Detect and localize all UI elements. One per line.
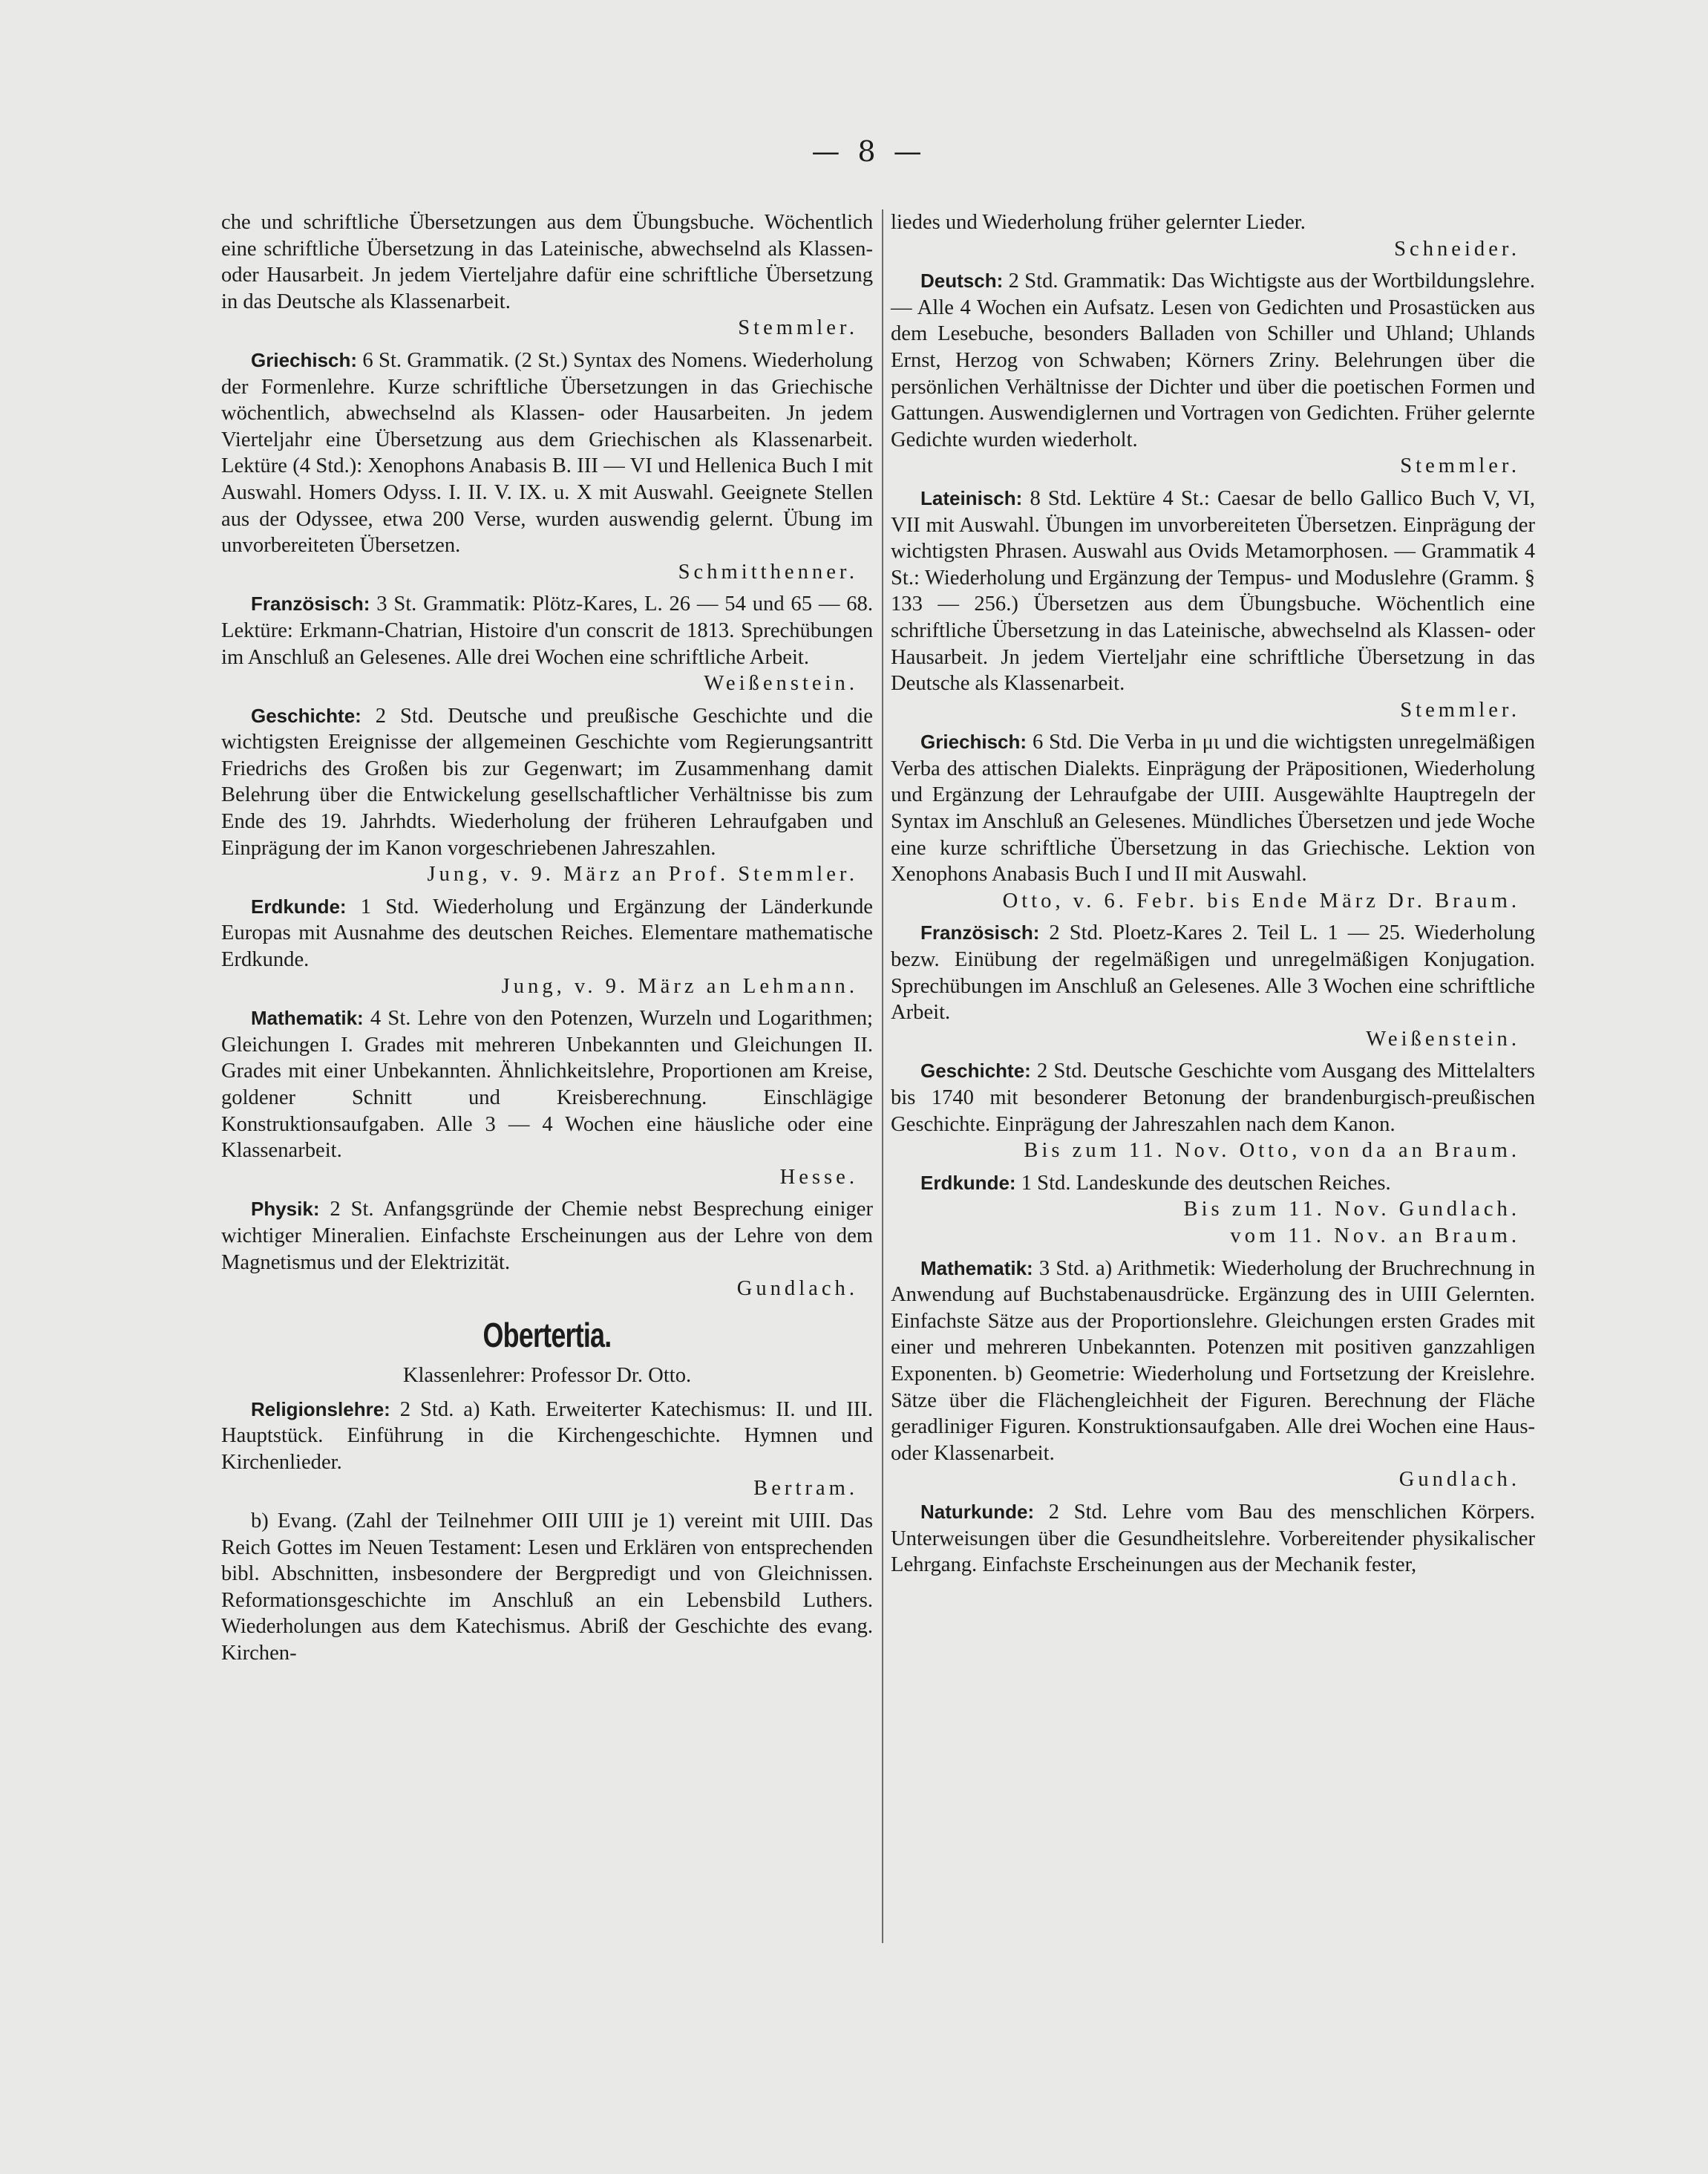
signature: Stemmler. (1400, 698, 1520, 722)
subject-heading: Erdkunde: (251, 895, 347, 918)
signature: Gundlach. (1398, 1468, 1520, 1492)
signature: Bertram. (753, 1477, 858, 1501)
subject-religionslehre: Religionslehre: 2 Std. a) Kath. Erweiterter Katechismus: II. und III. Hauptstück. Einführung in die Kirchengeschichte. Hymnen und Kirchenlieder. Bertram. (221, 1397, 873, 1502)
signature: Hesse. (779, 1165, 858, 1189)
signature: Weißenstein. (1366, 1027, 1520, 1051)
subject-lateinisch: Lateinisch: 8 Std. Lektüre 4 St.: Caesar de bello Gallico Buch V, VI, VII mit Auswahl. Übungen im unvorbereiteten Übersetzen. Einprägung der wichtigsten Phrasen. Auswahl aus Ovids Metamorphosen. — Grammatik 4 St.: Wiederholung und Ergänzung der Tempus- und Moduslehre (Gramm. § 133 — 256.) Übersetzen aus dem Übungsbuche. Wöchentlich eine schriftliche Übersetzung in das Lateinische, abwechselnd als Klassen- oder Hausarbeit. Jn jedem Vierteljahr eine schriftliche Übersetzung in das Deutsche als Klassenarbeit. Stemmler. (891, 486, 1535, 723)
subject-heading: Religionslehre: (251, 1397, 390, 1420)
subject-geschichte: Geschichte: 2 Std. Deutsche Geschichte vom Ausgang des Mittelalters bis 1740 mit besonderer Betonung der brandenburgisch-preußischen Geschichte. Einprägung der Jahreszahlen nach dem Kanon. Bis zum 11. Nov. Otto, von da an Braum. (891, 1058, 1535, 1163)
subject-heading: Naturkunde: (920, 1500, 1035, 1523)
paragraph: che und schriftliche Übersetzungen aus dem Übungsbuche. Wöchentlich eine schriftliche Übersetzung in das Lateinische, abwechselnd als Klassen- oder Hausarbeit. Jn jedem Vierteljahre dafür eine schriftliche Übersetzung in das Deutsche als Klassenarbeit. Stemmler. (221, 209, 873, 342)
subject-heading: Deutsch: (920, 270, 1004, 293)
signature: Jung, v. 9. März an Lehmann. (501, 974, 858, 998)
paragraph: liedes und Wiederholung früher gelernter Lieder. Schneider. (891, 209, 1535, 262)
subject-geschichte: Geschichte: 2 Std. Deutsche und preußische Geschichte und die wichtigsten Ereignisse der allgemeinen Geschichte vom Regierungsantritt Friedrichs des Großen bis zur Gegenwart; im Zusammenhang damit Belehrung über die Entwickelung gesellschaftlicher Verhältnisse bis zum Ende des 19. Jahrhdts. Wiederholung der früheren Lehraufgaben und Einprägung der im Kanon vorgeschriebenen Jahreszahlen. Jung, v. 9. März an Prof. Stemmler. (221, 703, 873, 888)
subject-heading: Erdkunde: (920, 1171, 1016, 1194)
signature: Otto, v. 6. Febr. bis Ende März Dr. Braum. (1002, 889, 1520, 913)
signature: Gundlach. (736, 1277, 858, 1301)
column-divider (882, 209, 883, 1943)
subject-heading: Französisch: (920, 921, 1040, 944)
signature: Schneider. (1394, 237, 1520, 261)
subject-heading: Griechisch: (251, 348, 358, 371)
signature: Schmitthenner. (678, 560, 858, 584)
subject-heading: Griechisch: (920, 731, 1027, 754)
subject-naturkunde: Naturkunde: 2 Std. Lehre vom Bau des menschlichen Körpers. Unterweisungen über die Gesundheitslehre. Vorbereitender physikalischer Lehrgang. Einfachste Erscheinungen aus der Mechanik fester, (891, 1500, 1535, 1577)
page-number: — 8 — (811, 135, 926, 168)
signature: Stemmler. (1400, 454, 1520, 478)
paragraph: b) Evang. (Zahl der Teilnehmer OIII UIII je 1) vereint mit UIII. Das Reich Gottes im Neuen Testament: Lesen und Erklären von entsprechenden bibl. Abschnitten, insbesondere der Bergpredigt und von Gleichnissen. Reformationsgeschichte im Anschluß an ein Lebensbild Luthers. Wiederholungen aus dem Katechismus. Abriß der Geschichte des evang. Kirchen- (221, 1509, 873, 1665)
subject-franzoesisch: Französisch: 2 Std. Ploetz-Kares 2. Teil L. 1 — 25. Wiederholung bezw. Einübung der regelmäßigen und unregelmäßigen Konjugation. Sprechübungen im Anschluß an Gelesenes. Alle 3 Wochen eine schriftliche Arbeit. Weißenstein. (891, 920, 1535, 1052)
subject-heading: Französisch: (251, 593, 370, 616)
signature: Bis zum 11. Nov. Otto, von da an Braum. (1024, 1139, 1520, 1163)
section-title: Obertertia. (482, 1315, 612, 1354)
subject-heading: Geschichte: (920, 1060, 1031, 1083)
subject-heading: Lateinisch: (920, 486, 1023, 509)
signature: Bis zum 11. Nov. Gundlach. (1183, 1198, 1520, 1221)
subject-heading: Mathematik: (251, 1007, 364, 1030)
subject-erdkunde: Erdkunde: 1 Std. Landeskunde des deutschen Reiches. Bis zum 11. Nov. Gundlach. vom 11. Nov. an Braum. (891, 1170, 1535, 1250)
signature: Jung, v. 9. März an Prof. Stemmler. (427, 863, 858, 887)
signature: vom 11. Nov. an Braum. (1230, 1224, 1520, 1247)
subject-franzoesisch: Französisch: 3 St. Grammatik: Plötz-Kares, L. 26 — 54 und 65 — 68. Lektüre: Erkmann-Chatrian, Histoire d'un conscrit de 1813. Sprechübungen im Anschluß an Gelesenes. Alle drei Wochen eine schriftliche Arbeit. Weißenstein. (221, 591, 873, 696)
subject-heading: Mathematik: (920, 1256, 1033, 1279)
signature: Stemmler. (738, 316, 858, 340)
subject-griechisch: Griechisch: 6 Std. Die Verba in μι und die wichtigsten unregelmäßigen Verba des attischen Dialekts. Einprägung der Präpositionen, Wiederholung und Ergänzung der Lehraufgabe der UIII. Ausgewählte Hauptregeln der Syntax im Anschluß an Gelesenes. Mündliches Übersetzen und jede Woche eine kurze schriftliche Übersetzung in das Griechische. Lektion von Xenophons Anabasis Buch I und II mit Auswahl. Otto, v. 6. Febr. bis Ende März Dr. Braum. (891, 729, 1535, 914)
subject-erdkunde: Erdkunde: 1 Std. Wiederholung und Ergänzung der Länderkunde Europas mit Ausnahme des deutschen Reiches. Elementare mathematische Erdkunde. Jung, v. 9. März an Lehmann. (221, 894, 873, 999)
right-column (891, 209, 1535, 1584)
subject-griechisch: Griechisch: 6 St. Grammatik. (2 St.) Syntax des Nomens. Wiederholung der Formenlehre. Kurze schriftliche Übersetzungen in das Griechische wöchentlich, abwechselnd als Klassen- oder Hausarbeiten. Jn jedem Vierteljahr eine Übersetzung aus dem Griechischen als Klassenarbeit. Lektüre (4 Std.): Xenophons Anabasis B. III — VI und Hellenica Buch I mit Auswahl. Homers Odyss. I. II. V. IX. u. X mit Auswahl. Geeignete Stellen aus der Odyssee, etwa 200 Verse, wurden auswendig gelernt. Übung im unvorbereiteten Übersetzen. Schmitthenner. (221, 347, 873, 585)
subject-mathematik: Mathematik: 4 St. Lehre von den Potenzen, Wurzeln und Logarithmen; Gleichungen I. Grades mit mehreren Unbekannten und Gleichungen II. Grades mit einer Unbekannten. Ähnlichkeitslehre, Proportionen am Kreise, goldener Schnitt und Kreisberechnung. Einschlägige Konstruktionsaufgaben. Alle 3 — 4 Wochen eine häusliche oder eine Klassenarbeit. Hesse. (221, 1005, 873, 1190)
subject-heading: Geschichte: (251, 704, 361, 727)
subject-physik: Physik: 2 St. Anfangsgründe der Chemie nebst Besprechung einiger wichtiger Mineralien. Einfachste Erscheinungen aus der Lehre von dem Magnetismus und der Elektrizität. Gundlach. (221, 1196, 873, 1302)
subject-mathematik: Mathematik: 3 Std. a) Arithmetik: Wiederholung der Bruchrechnung in Anwendung auf Buchstabenausdrücke. Ergänzung des in UIII Gelernten. Einfachste Sätze aus der Proportionslehre. Gleichungen ersten Grades mit einer und mehreren Unbekannten. Potenzen mit positiven ganzzahligen Exponenten. b) Geometrie: Wiederholung und Fortsetzung der Kreislehre. Sätze über die Flächengleichheit der Figuren. Berechnung der Fläche geradliniger Figuren. Konstruktionsaufgaben. Alle drei Wochen eine Haus- oder Klassenarbeit. Gundlach. (891, 1256, 1535, 1493)
left-column (221, 209, 873, 1673)
class-teacher: Klassenlehrer: Professor Dr. Otto. (402, 1364, 692, 1388)
signature: Weißenstein. (704, 672, 858, 696)
subject-deutsch: Deutsch: 2 Std. Grammatik: Das Wichtigste aus der Wortbildungslehre. — Alle 4 Wochen ein Aufsatz. Lesen von Gedichten und Prosastücken aus dem Lesebuche, besonders Balladen von Schiller und Uhland; Uhlands Ernst, Herzog von Schwaben; Körners Zriny. Belehrungen über die persönlichen Verhältnisse der Dichter und über die poetischen Formen und Gattungen. Auswendiglernen und Vortragen von Gedichten. Früher gelernte Gedichte wurden wiederholt. Stemmler. (891, 268, 1535, 480)
subject-heading: Physik: (251, 1198, 320, 1221)
